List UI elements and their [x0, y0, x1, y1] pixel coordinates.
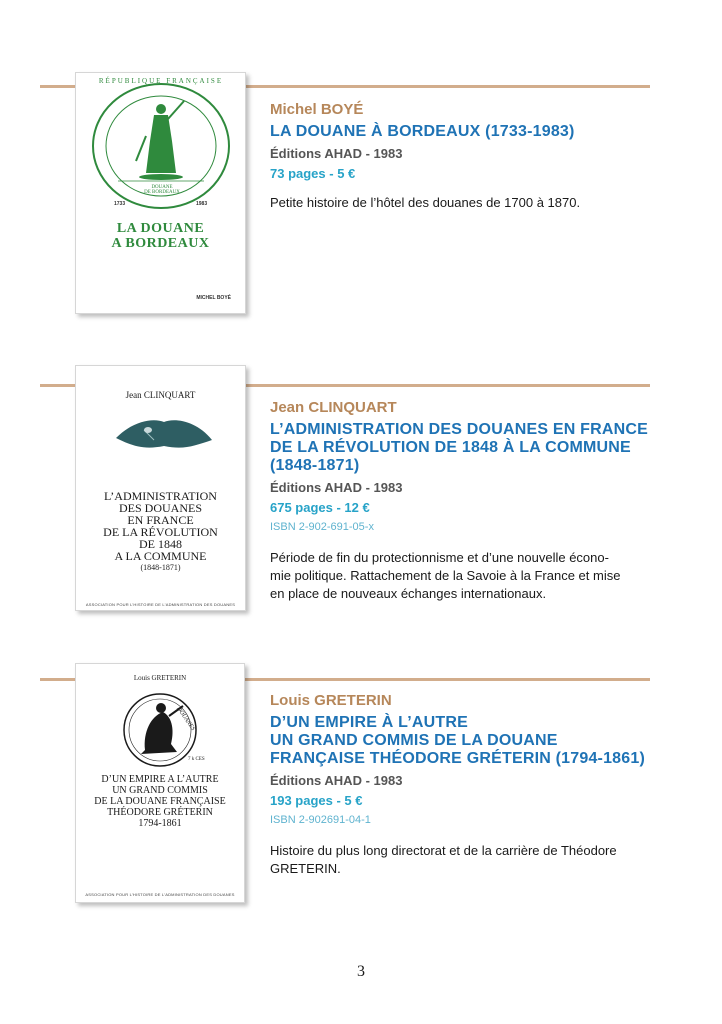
book-author: Louis GRETERIN: [270, 692, 392, 709]
cover-author: Jean CLINQUART: [125, 390, 196, 400]
book-description: Période de fin du protectionnisme et d’une nouvelle écono- mie politique. Rattachement de la Savoie à la France et mise en place de nouveaux échanges internationaux.: [270, 550, 621, 601]
book-info: [270, 398, 655, 603]
medal-text: DOUANES: [175, 706, 196, 732]
book-pages-price: 193 pages - 5 €: [270, 793, 363, 808]
book-cover[interactable]: [75, 663, 245, 903]
book-isbn: ISBN 2-902691-04-1: [270, 814, 371, 826]
book-description: Petite histoire de l’hôtel des douanes de 1700 à 1870.: [270, 195, 581, 210]
cover-title: D’UN EMPIRE A L’AUTRE UN GRAND COMMIS DE LA DOUANE FRANÇAISE THÉODORE GRÉTERIN 1794-1861: [94, 774, 226, 829]
book-edition: Éditions AHAD - 1983: [270, 773, 403, 788]
seal-year-right: 1983: [196, 201, 208, 207]
book-pages-price: 675 pages - 12 €: [270, 500, 370, 515]
seal-outer-text: RÉPUBLIQUE FRANÇAISE: [98, 77, 224, 85]
cover-author: Louis GRETERIN: [133, 674, 187, 682]
medal-subtext: 7 k CES: [188, 757, 205, 762]
book-edition: Éditions AHAD - 1983: [270, 480, 403, 495]
book-author: Jean CLINQUART: [270, 399, 397, 416]
book-info: [270, 691, 655, 878]
cover-author: MICHEL BOYÉ: [196, 295, 231, 301]
book-title: D’UN EMPIRE À L’AUTRE UN GRAND COMMIS DE LA DOUANE FRANÇAISE THÉODORE GRÉTERIN (1794-1861): [270, 714, 645, 767]
bicorne-hat-icon: [114, 416, 214, 454]
book-title: LA DOUANE À BORDEAUX (1733-1983): [270, 123, 575, 140]
book-description: Histoire du plus long directorat et de la carrière de Théodore GRETERIN.: [270, 843, 617, 876]
seal-year-left: 1733: [114, 201, 126, 207]
book-author: Michel BOYÉ: [270, 101, 364, 118]
cover-title: LA DOUANE A BORDEAUX: [111, 221, 210, 251]
seal-inner-text: DOUANE DE BORDEAUX: [144, 185, 180, 195]
book-cover[interactable]: [75, 365, 246, 611]
book-title: L’ADMINISTRATION DES DOUANES EN FRANCE DE LA RÉVOLUTION DE 1848 À LA COMMUNE (1848-1871): [270, 421, 648, 474]
book-pages-price: 73 pages - 5 €: [270, 166, 356, 181]
book-isbn: ISBN 2-902-691-05-x: [270, 521, 374, 533]
cover-footer: ASSOCIATION POUR L’HISTOIRE DE L’ADMINISTRATION DES DOUANES: [85, 602, 236, 607]
book-info: [270, 100, 655, 212]
cover-footer: ASSOCIATION POUR L’HISTOIRE DE L’ADMINISTRATION DES DOUANES: [85, 892, 235, 897]
page-number: 3: [357, 963, 365, 980]
book-cover[interactable]: [75, 72, 246, 314]
cover-title: L’ADMINISTRATION DES DOUANES EN FRANCE DE LA RÉVOLUTION DE 1848 A LA COMMUNE (1848-1871): [103, 489, 218, 572]
book-edition: Éditions AHAD - 1983: [270, 146, 403, 161]
